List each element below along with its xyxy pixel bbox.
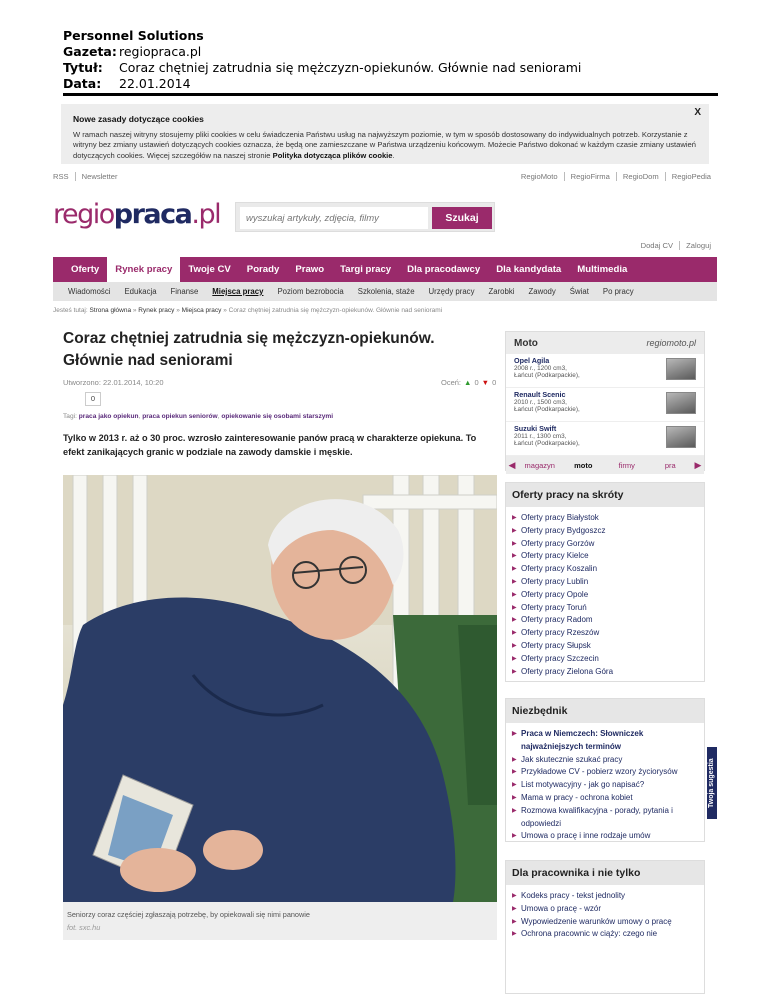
regiopedia-link[interactable]: RegioPedia <box>665 172 717 181</box>
subnav-urzedy-pracy[interactable]: Urzędy pracy <box>428 287 475 296</box>
offer-link[interactable]: ▶ Oferty pracy Rzeszów <box>512 627 698 640</box>
subnav-szkolenia[interactable]: Szkolenia, staże <box>357 287 415 296</box>
meta-value: 22.01.2014 <box>119 76 191 91</box>
cookie-title: Nowe zasady dotyczące cookies <box>73 114 204 124</box>
moto-widget <box>505 331 705 471</box>
login-link[interactable]: Zaloguj <box>679 241 717 250</box>
offer-link[interactable]: ▶ Oferty pracy Słupsk <box>512 640 698 653</box>
newsletter-link[interactable]: Newsletter <box>75 172 124 181</box>
moto-title: Moto <box>514 337 538 349</box>
article-rating <box>441 378 496 387</box>
essential-link[interactable]: ▶ List motywacyjny - jak go napisać? <box>512 779 698 792</box>
employee-link[interactable]: ▶ Umowa o pracę - wzór <box>512 903 698 916</box>
meta-label: Data: <box>63 76 102 91</box>
tab-moto[interactable]: moto <box>574 460 593 470</box>
tag-link[interactable]: opiekowanie się osobami starszymi <box>221 413 334 420</box>
breadcrumb-prefix: Jesteś tutaj: <box>53 307 88 314</box>
car-thumbnail <box>666 392 696 414</box>
subnav-po-pracy[interactable]: Po pracy <box>602 287 634 296</box>
essential-link[interactable]: ▶ Jak skutecznie szukać pracy <box>512 754 698 767</box>
subnav-swiat[interactable]: Świat <box>569 287 589 296</box>
comment-counter[interactable]: 0 <box>85 392 101 406</box>
tag-link[interactable]: praca jako opiekun <box>78 413 139 420</box>
search-input[interactable] <box>240 207 428 229</box>
subnav-wiadomosci[interactable]: Wiadomości <box>68 287 111 296</box>
subnav-zarobki[interactable]: Zarobki <box>488 287 515 296</box>
employee-link[interactable]: ▶ Ochrona pracownic w ciąży: czego nie <box>512 928 698 941</box>
arrow-left-icon[interactable]: ◀ <box>508 459 516 470</box>
job-offers-box <box>505 482 705 682</box>
car-listing[interactable] <box>506 388 704 422</box>
rate-label: Oceń: <box>441 378 462 387</box>
tab-firmy[interactable]: firmy <box>618 460 635 470</box>
employee-box <box>505 860 705 994</box>
nav-oferty[interactable]: Oferty <box>71 264 100 275</box>
tags-label: Tagi: <box>63 413 77 420</box>
rss-link[interactable]: RSS <box>53 172 69 181</box>
article-photo <box>63 475 497 902</box>
photo-caption <box>63 902 497 940</box>
car-place: Łańcut (Podkarpackie), <box>514 406 580 414</box>
nav-porady[interactable]: Porady <box>246 264 280 275</box>
cookie-banner: Nowe zasady dotyczące cookies X W ramach naszej witryny stosujemy pliki cookies w celu świadczenia Państwu usług na najwyższym poziomie, w tym w sposób dostosowany do indywidualnych potrzeb. Korzystanie z witryny bez zmiany ustawień dotyczących cookies oznacza, że będą one zamieszczane w Państwa urządzeniu końcowym. Możecie Państwo dokonać w każdym czasie zmiany ustawień dotyczących cookies. Więcej szczegółów na naszej stronie Polityka dotycząca plików cookie. <box>61 104 709 164</box>
subnav-miejsca-pracy[interactable]: Miejsca pracy <box>212 287 264 296</box>
arrow-right-icon[interactable]: ▶ <box>694 459 702 470</box>
user-links <box>635 241 717 250</box>
article-created-date: Utworzono: 22.01.2014, 10:20 <box>63 378 164 387</box>
nav-twoje-cv[interactable]: Twoje CV <box>188 264 231 275</box>
meta-value: Coraz chętniej zatrudnia się mężczyzn-opiekunów. Głównie nad seniorami <box>119 60 582 75</box>
meta-row-data <box>63 76 718 92</box>
essential-link[interactable]: ▶ Przykładowe CV - pobierz wzory życiorysów <box>512 766 698 779</box>
subnav-zawody[interactable]: Zawody <box>528 287 556 296</box>
offer-link[interactable]: ▶ Oferty pracy Toruń <box>512 602 698 615</box>
car-spec: 2010 r., 1500 cm3, <box>514 398 567 406</box>
essentials-box <box>505 698 705 842</box>
regiomoto-link[interactable]: RegioMoto <box>520 172 558 181</box>
moto-tabs <box>506 456 704 474</box>
document-header <box>63 28 718 92</box>
moto-header <box>506 332 704 354</box>
logo-part-praca: praca <box>113 199 192 230</box>
breadcrumb-current: Coraz chętniej zatrudnia się mężczyzn-opiekunów. Głównie nad seniorami <box>228 307 443 314</box>
thumb-down-icon[interactable]: ▼ <box>481 378 490 387</box>
offer-link[interactable]: ▶ Oferty pracy Koszalin <box>512 563 698 576</box>
offer-link[interactable]: ▶ Oferty pracy Radom <box>512 614 698 627</box>
regiodom-link[interactable]: RegioDom <box>616 172 665 181</box>
offer-link[interactable]: ▶ Oferty pracy Gorzów <box>512 538 698 551</box>
tab-pra[interactable]: pra <box>664 460 676 470</box>
breadcrumb-home[interactable]: Strona główna <box>89 307 132 314</box>
nav-targi-pracy[interactable]: Targi pracy <box>340 264 392 275</box>
car-name: Opel Agila <box>514 356 550 365</box>
subnav-edukacja[interactable]: Edukacja <box>124 287 157 296</box>
add-cv-link[interactable]: Dodaj CV <box>640 241 674 250</box>
subnav-finanse[interactable]: Finanse <box>170 287 199 296</box>
car-thumbnail <box>666 426 696 448</box>
essential-link[interactable]: ▶ Mama w pracy - ochrona kobiet <box>512 792 698 805</box>
offer-link[interactable]: ▶ Oferty pracy Opole <box>512 589 698 602</box>
breadcrumb: Jesteś tutaj: Strona główna » Rynek pracy » Miejsca pracy » Coraz chętniej zatrudnia się mężczyzn-opiekunów. Głównie nad seniorami <box>53 307 443 314</box>
site-logo[interactable] <box>53 199 220 230</box>
nav-multimedia[interactable]: Multimedia <box>577 264 628 275</box>
logo-part-regio: regio <box>53 199 114 230</box>
breadcrumb-miejsca-pracy[interactable]: Miejsca pracy <box>181 307 222 314</box>
subnav-poziom-bezrobocia[interactable]: Poziom bezrobocia <box>277 287 344 296</box>
search-button[interactable]: Szukaj <box>432 207 492 229</box>
top-right-links <box>521 172 717 181</box>
header-divider <box>63 93 718 96</box>
rate-up-count: 0 <box>474 378 479 387</box>
rate-down-count: 0 <box>492 378 497 387</box>
cookie-policy-link[interactable]: Polityka dotycząca plików cookie <box>272 150 393 160</box>
company-name: Personnel Solutions <box>63 28 204 43</box>
employee-link[interactable]: ▶ Kodeks pracy - tekst jednolity <box>512 890 698 903</box>
caption-text: Seniorzy coraz częściej zgłaszają potrzebę, by opiekowali się nimi panowie <box>67 910 310 919</box>
meta-row-tytul <box>63 60 718 76</box>
cookie-text: W ramach naszej witryny stosujemy pliki cookies w celu świadczenia Państwu usług na najwyższym poziomie, w tym w sposób dostosowany do indywidualnych potrzeb. Korzystanie z witryny bez zmiany ustawień dotyczących cookies oznacza, że będą one zamieszczane w Państwa urządzeniu końcowym. Możecie Państwo dokonać w każdym czasie zmiany ustawień dotyczących cookies. Więcej szczegółów na naszej stronie <box>73 129 696 160</box>
employee-list <box>506 885 704 946</box>
offer-link[interactable]: ▶ Oferty pracy Białystok <box>512 512 698 525</box>
offer-link[interactable]: ▶ Oferty pracy Lublin <box>512 576 698 589</box>
offers-list <box>506 507 704 683</box>
photo-credit: fot. sxc.hu <box>67 923 101 932</box>
meta-label: Tytuł: <box>63 60 103 75</box>
feedback-tab[interactable]: Twoja sugestia <box>707 747 717 819</box>
nav-dla-kandydata[interactable]: Dla kandydata <box>496 264 562 275</box>
nav-rynek-pracy[interactable]: Rynek pracy <box>107 257 180 282</box>
essential-link[interactable]: ▶ Praca w Niemczech: Słowniczek najważniejszych terminów <box>512 728 698 754</box>
search-bar <box>235 202 495 232</box>
car-listing[interactable] <box>506 354 704 388</box>
offer-link[interactable]: ▶ Oferty pracy Szczecin <box>512 653 698 666</box>
regiomoto-logo[interactable]: regiomoto.pl <box>646 338 696 348</box>
car-place: Łańcut (Podkarpackie), <box>514 440 580 448</box>
article-tags: Tagi: praca jako opiekun, praca opiekun seniorów, opiekowanie się osobami starszymi <box>63 413 334 420</box>
meta-value: regiopraca.pl <box>119 44 202 59</box>
tag-link[interactable]: praca opiekun seniorów <box>142 413 218 420</box>
car-thumbnail <box>666 358 696 380</box>
car-spec: 2008 r., 1200 cm3, <box>514 364 567 372</box>
nav-prawo[interactable]: Prawo <box>295 264 325 275</box>
car-name: Suzuki Swift <box>514 424 557 433</box>
essential-link[interactable]: ▶ Rozmowa kwalifikacyjna - porady, pytania i odpowiedzi <box>512 805 698 831</box>
logo-part-pl: .pl <box>191 199 221 230</box>
main-navigation <box>53 257 717 282</box>
breadcrumb-rynek-pracy[interactable]: Rynek pracy <box>138 307 175 314</box>
top-left-links <box>53 172 124 181</box>
essentials-list <box>506 723 704 848</box>
car-place: Łańcut (Podkarpackie), <box>514 372 580 380</box>
offer-link[interactable]: ▶ Oferty pracy Zielona Góra <box>512 666 698 679</box>
meta-row-gazeta <box>63 44 718 60</box>
web-page-screenshot <box>53 102 717 994</box>
article-title: Coraz chętniej zatrudnia się mężczyzn-opiekunów. Głównie nad seniorami <box>63 330 435 369</box>
essentials-title: Niezbędnik <box>506 699 704 723</box>
offer-link[interactable]: ▶ Oferty pracy Kielce <box>512 550 698 563</box>
car-name: Renault Scenic <box>514 390 566 399</box>
cookie-close-button[interactable]: X <box>694 107 701 118</box>
thumb-up-icon[interactable]: ▲ <box>464 378 472 387</box>
nav-dla-pracodawcy[interactable]: Dla pracodawcy <box>407 264 481 275</box>
offer-link[interactable]: ▶ Oferty pracy Bydgoszcz <box>512 525 698 538</box>
car-spec: 2011 r., 1300 cm3, <box>514 432 567 440</box>
essential-link[interactable]: ▶ Umowa o pracę i inne rodzaje umów <box>512 830 698 843</box>
sub-navigation <box>53 282 717 301</box>
senior-man-photo <box>63 475 497 902</box>
regiofirma-link[interactable]: RegioFirma <box>564 172 616 181</box>
employee-title: Dla pracownika i nie tylko <box>506 861 704 885</box>
car-listing[interactable] <box>506 422 704 456</box>
meta-label: Gazeta: <box>63 44 117 59</box>
tab-magazyn[interactable]: magazyn <box>524 460 555 470</box>
article-lead: Tylko w 2013 r. aż o 30 proc. wzrosło zainteresowanie panów pracą w charakterze opiekuna. To efekt zanikających granic w podziale na zawody damskie i męskie. <box>63 433 477 457</box>
employee-link[interactable]: ▶ Wypowiedzenie warunków umowy o pracę <box>512 916 698 929</box>
offers-title: Oferty pracy na skróty <box>506 483 704 507</box>
